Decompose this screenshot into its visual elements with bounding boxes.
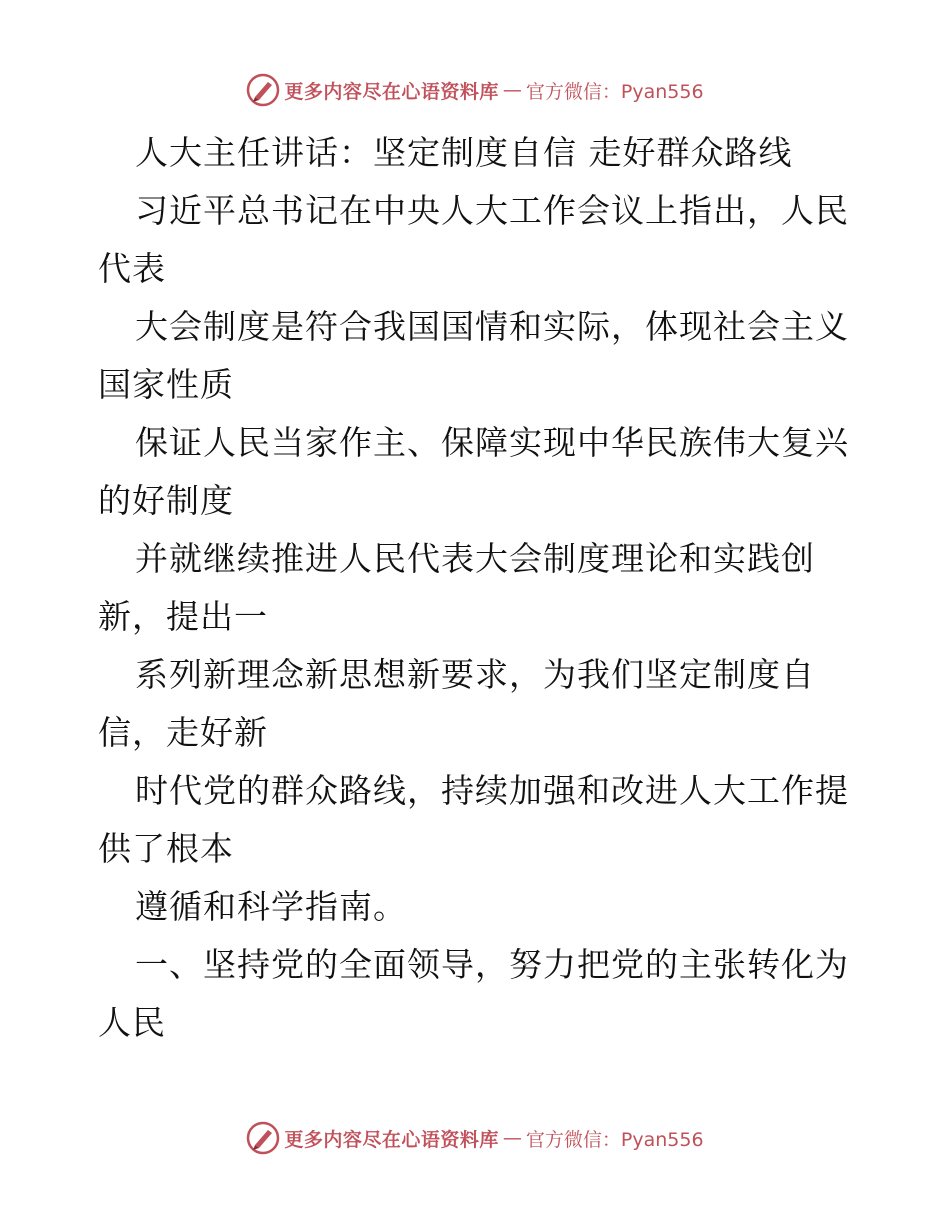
pen-logo-icon [246,1121,280,1155]
watermark-channel-text: 官方微信：Pyan556 [525,80,704,103]
paragraph-1: 习近平总书记在中央人大工作会议上指出，人民代表 [98,191,849,288]
watermark-main-text: 更多内容尽在心语资料库 [284,1128,499,1151]
paragraph-6: 时代党的群众路线，持续加强和改进人大工作提供了根本 [98,771,849,868]
document-title: 人大主任讲话：坚定制度自信 走好群众路线 [135,133,793,172]
document-body [98,124,850,1052]
paragraph-2: 大会制度是符合我国国情和实际，体现社会主义国家性质 [98,307,849,404]
pen-logo-icon [246,73,280,107]
paragraph-5: 系列新理念新思想新要求，为我们坚定制度自信，走好新 [98,655,815,752]
watermark-dash: — [502,1127,522,1149]
footer-watermark [0,1118,950,1158]
watermark-main-text: 更多内容尽在心语资料库 [284,80,499,103]
paragraph-3: 保证人民当家作主、保障实现中华民族伟大复兴的好制度 [98,423,849,520]
paragraph-7: 遵循和科学指南。 [135,887,407,926]
header-watermark [0,70,950,110]
watermark-dash: — [502,79,522,101]
paragraph-4: 并就继续推进人民代表大会制度理论和实践创新，提出一 [98,539,815,636]
paragraph-8: 一、坚持党的全面领导，努力把党的主张转化为人民 [98,945,849,1042]
watermark-channel-text: 官方微信：Pyan556 [525,1128,704,1151]
